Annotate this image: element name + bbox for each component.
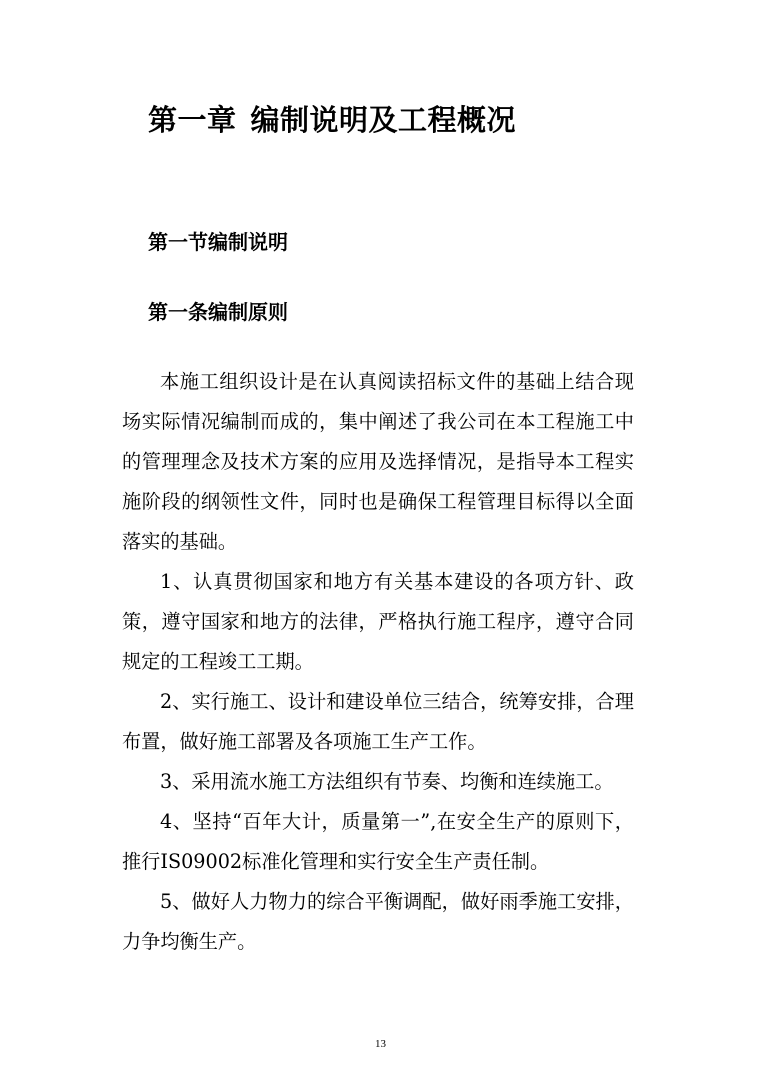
- paragraph-item-5: 5、做好人力物力的综合平衡调配，做好雨季施工安排，力争均衡生产。: [122, 890, 634, 953]
- chapter-number: 第一章: [148, 103, 237, 137]
- paragraph-item-1: 1、认真贯彻国家和地方有关基本建设的各项方针、政策，遵守国家和地方的法律，严格执行施工程序，遵守合同规定的工程竣工工期。: [122, 570, 634, 673]
- article-title: 第一条编制原则: [148, 300, 288, 324]
- body-text: [122, 362, 634, 962]
- paragraph-item-2: 2、实行施工、设计和建设单位三结合，统筹安排，合理布置，做好施工部署及各项施工生产工作。: [122, 690, 634, 753]
- chapter-name: 编制说明及工程概况: [250, 103, 517, 137]
- paragraph-item-4: 4、坚持“百年大计，质量第一”,在安全生产的原则下，推行IS09002标准化管理和实行安全生产责任制。: [122, 810, 634, 873]
- paragraph-item-3: 3、采用流水施工方法组织有节奏、均衡和连续施工。: [160, 770, 614, 793]
- page-number: 13: [375, 1038, 386, 1050]
- chapter-title: [148, 98, 516, 139]
- section-title: 第一节编制说明: [148, 230, 288, 254]
- paragraph-intro: 本施工组织设计是在认真阅读招标文件的基础上结合现场实际情况编制而成的，集中阐述了我公司在本工程施工中的管理理念及技术方案的应用及选择情况，是指导本工程实施阶段的纲领性文件，同时也是确保工程管理目标得以全面落实的基础。: [122, 370, 634, 553]
